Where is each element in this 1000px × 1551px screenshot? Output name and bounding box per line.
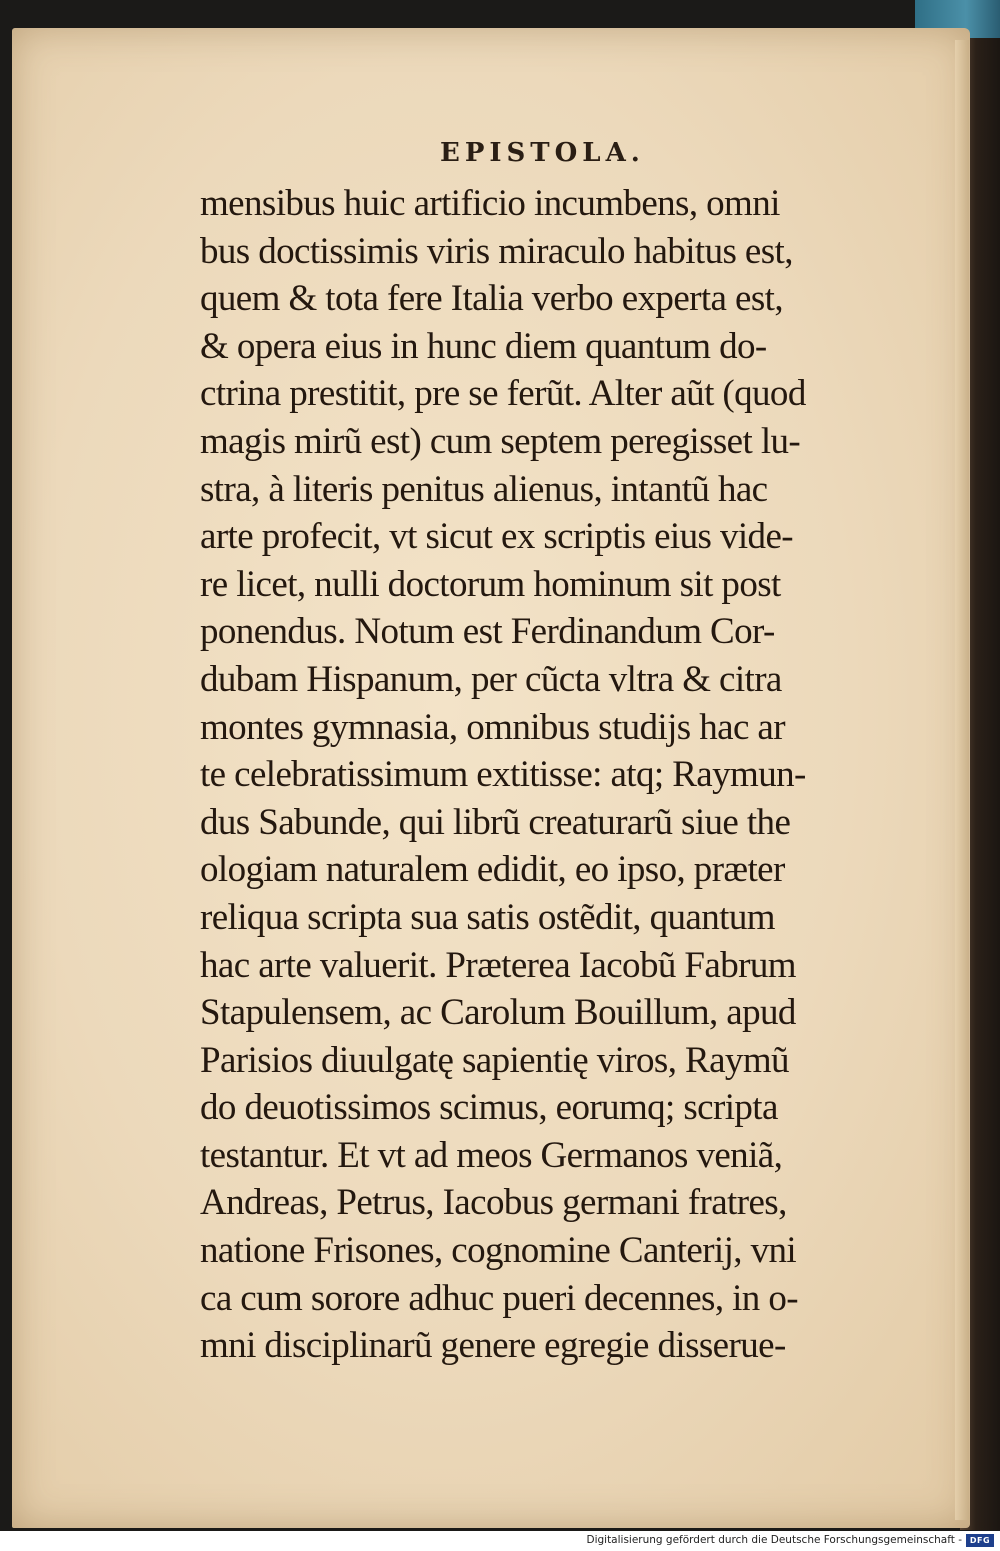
text-line: Andreas, Petrus, Iacobus germani fratres, (200, 1182, 787, 1224)
text-line: Parisios diuulgatę sapientię viros, Raymũ (200, 1039, 789, 1081)
footer-bar (0, 1531, 1000, 1551)
text-line: stra, à literis penitus alienus, intantũ hac (200, 468, 768, 510)
text-line: & opera eius in hunc diem quantum do- (200, 325, 767, 367)
text-line: bus doctissimis viris miraculo habitus est, (200, 230, 793, 272)
dfg-logo: DFG (966, 1534, 994, 1547)
text-line: Stapulensem, ac Carolum Bouillum, apud (200, 992, 796, 1034)
text-line: montes gymnasia, omnibus studijs hac ar (200, 706, 785, 748)
text-line: magis mirũ est) cum septem peregisset lu- (200, 420, 801, 462)
text-line: te celebratissimum extitisse: atq; Raymun- (200, 754, 806, 796)
text-line: ctrina prestitit, pre se ferũt. Alter aũt (quod (200, 373, 806, 415)
text-line: natione Frisones, cognomine Canterij, vni (200, 1230, 797, 1272)
footer-credit: Digitalisierung gefördert durch die Deutsche Forschungsgemeinschaft - (586, 1534, 962, 1546)
text-line: quem & tota fere Italia verbo experta est, (200, 278, 783, 320)
text-line: re licet, nulli doctorum hominum sit post (200, 563, 781, 605)
text-line: dus Sabunde, qui librũ creaturarũ siue the (200, 801, 791, 843)
page-edge (955, 40, 969, 1520)
text-line: mensibus huic artificio incumbens, omni (200, 183, 780, 224)
text-line: ologiam naturalem edidit, eo ipso, præter (200, 849, 785, 891)
text-line: reliqua scripta sua satis ostẽdit, quantum (200, 896, 775, 938)
text-line: arte profecit, vt sicut ex scriptis eius vide- (200, 516, 793, 558)
text-line: ponendus. Notum est Ferdinandum Cor- (200, 611, 775, 653)
text-line: mni disciplinarũ genere egregie disserue- (200, 1325, 786, 1367)
text-block (200, 180, 912, 1370)
text-line: do deuotissimos scimus, eorumq; scripta (200, 1087, 778, 1129)
text-line: testantur. Et vt ad meos Germanos veniã, (200, 1134, 783, 1176)
text-line: hac arte valuerit. Præterea Iacobũ Fabrum (200, 944, 796, 986)
text-line: ca cum sorore adhuc pueri decennes, in o- (200, 1277, 798, 1319)
text-line: dubam Hispanum, per cũcta vltra & citra (200, 658, 782, 700)
page-header: EPISTOLA. (440, 138, 645, 168)
